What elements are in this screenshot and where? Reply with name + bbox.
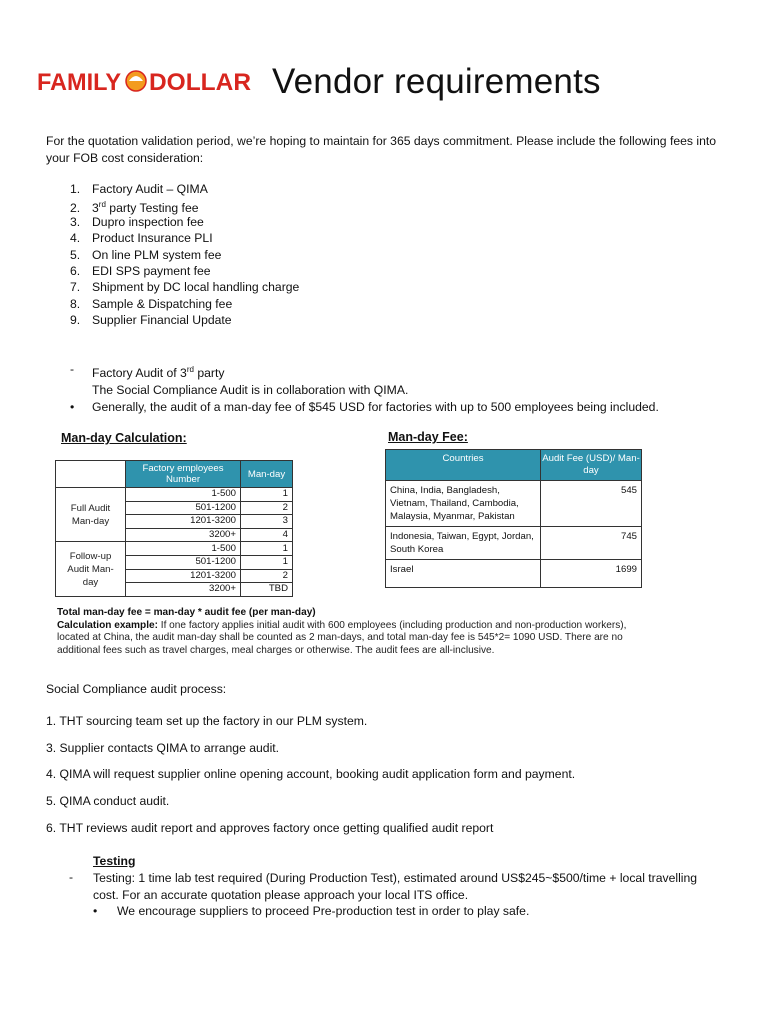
list-item: 1. Factory Audit – QIMA: [70, 182, 208, 196]
full-audit-label: Full Audit Man-day: [56, 488, 126, 542]
intro-paragraph: For the quotation validation period, we’re hoping to maintain for 365 days commitment. Please include the following fees into your FOB cost consideration:: [46, 134, 717, 165]
factory-audit-section: [70, 361, 659, 416]
col-header-audit-fee: Audit Fee (USD)/ Man-day: [541, 450, 642, 481]
table-cell: 501-1200: [126, 501, 241, 515]
col-header-countries: Countries: [386, 450, 541, 481]
dash-marker: -: [69, 870, 74, 884]
manday-calculation-title: Man-day Calculation:: [61, 431, 187, 445]
manday-fee-title: Man-day Fee:: [388, 430, 468, 444]
followup-audit-label: Follow-up Audit Man-day: [56, 542, 126, 596]
table-cell: Israel: [386, 560, 541, 588]
testing-heading: Testing: [93, 854, 136, 868]
table-cell: 1201-3200: [126, 569, 241, 583]
table-cell: 1201-3200: [126, 515, 241, 529]
col-header-manday: Man-day: [241, 461, 293, 488]
table-cell: TBD: [241, 583, 293, 597]
table-cell: 4: [241, 528, 293, 542]
audit-bullet-line: • Generally, the audit of a man-day fee of $545 USD for factories with up to 500 employees being included.: [70, 400, 659, 415]
example-text: If one factory applies initial audit with 600 employees (including production and non-production workers), located at China, the audit man-day shall be counted as 2 man-days, and total man-day fee is 545*2= 1090 USD. There are no additional fees such as travel charges, meal charges or otherwise. The audit fees are all-inclusive.: [57, 619, 627, 656]
table-cell: 1699: [541, 560, 642, 588]
table-cell: 3: [241, 515, 293, 529]
list-item: 5. On line PLM system fee: [70, 247, 222, 262]
list-item: 2. 3rd party Testing fee: [70, 200, 199, 216]
page-title: Vendor requirements: [272, 62, 601, 101]
list-item: 8. Sample & Dispatching fee: [70, 296, 233, 311]
audit-sub-line: The Social Compliance Audit is in collaboration with QIMA.: [92, 383, 409, 398]
testing-text: Testing: 1 time lab test required (During Production Test), estimated around US$245~$500/time + local travelling cost. For an accurate quotation please approach your local ITS office.: [93, 871, 698, 902]
table-cell: 3200+: [126, 528, 241, 542]
col-header-employees: Factory employees Number: [126, 461, 241, 488]
calculation-note: [57, 607, 657, 657]
process-step: 4. QIMA will request supplier online opening account, booking audit application form and payment.: [46, 767, 576, 781]
table-cell: 1: [241, 542, 293, 556]
testing-bullet: • We encourage suppliers to proceed Pre-production test in order to play safe.: [93, 904, 530, 918]
total-formula: Total man-day fee = man-day * audit fee (per man-day): [57, 607, 316, 618]
list-item: 6. EDI SPS payment fee: [70, 263, 211, 278]
process-step: 3. Supplier contacts QIMA to arrange audit.: [46, 741, 280, 755]
table-cell: 1-500: [126, 542, 241, 556]
table-cell: 745: [541, 527, 642, 560]
svg-text:FAMILY: FAMILY: [37, 69, 121, 96]
audit-dash-line: - Factory Audit of 3rd party: [70, 362, 225, 381]
family-dollar-logo: [37, 66, 252, 96]
table-cell: 2: [241, 501, 293, 515]
list-item: 4. Product Insurance PLI: [70, 231, 213, 246]
table-cell: 3200+: [126, 583, 241, 597]
list-item: 7. Shipment by DC local handling charge: [70, 280, 300, 295]
table-cell: 1-500: [126, 488, 241, 502]
process-heading: Social Compliance audit process:: [46, 682, 227, 696]
table-cell: China, India, Bangladesh, Vietnam, Thailand, Cambodia, Malaysia, Myanmar, Pakistan: [386, 481, 541, 527]
table-cell: 1: [241, 555, 293, 569]
manday-fee-table: [385, 449, 642, 588]
svg-text:DOLLAR: DOLLAR: [149, 69, 251, 96]
list-item: 3. Dupro inspection fee: [70, 214, 204, 229]
process-step: 6. THT reviews audit report and approves factory once getting qualified audit report: [46, 821, 494, 835]
table-cell: 2: [241, 569, 293, 583]
process-step: 1. THT sourcing team set up the factory in our PLM system.: [46, 714, 368, 728]
example-label: Calculation example:: [57, 619, 158, 631]
table-cell: 545: [541, 481, 642, 527]
fee-list: [70, 181, 299, 329]
table-cell: 501-1200: [126, 555, 241, 569]
table-cell: Indonesia, Taiwan, Egypt, Jordan, South Korea: [386, 527, 541, 560]
process-step: 5. QIMA conduct audit.: [46, 794, 170, 808]
manday-calculation-table: [55, 460, 293, 597]
table-cell: 1: [241, 488, 293, 502]
list-item: 9. Supplier Financial Update: [70, 313, 232, 328]
